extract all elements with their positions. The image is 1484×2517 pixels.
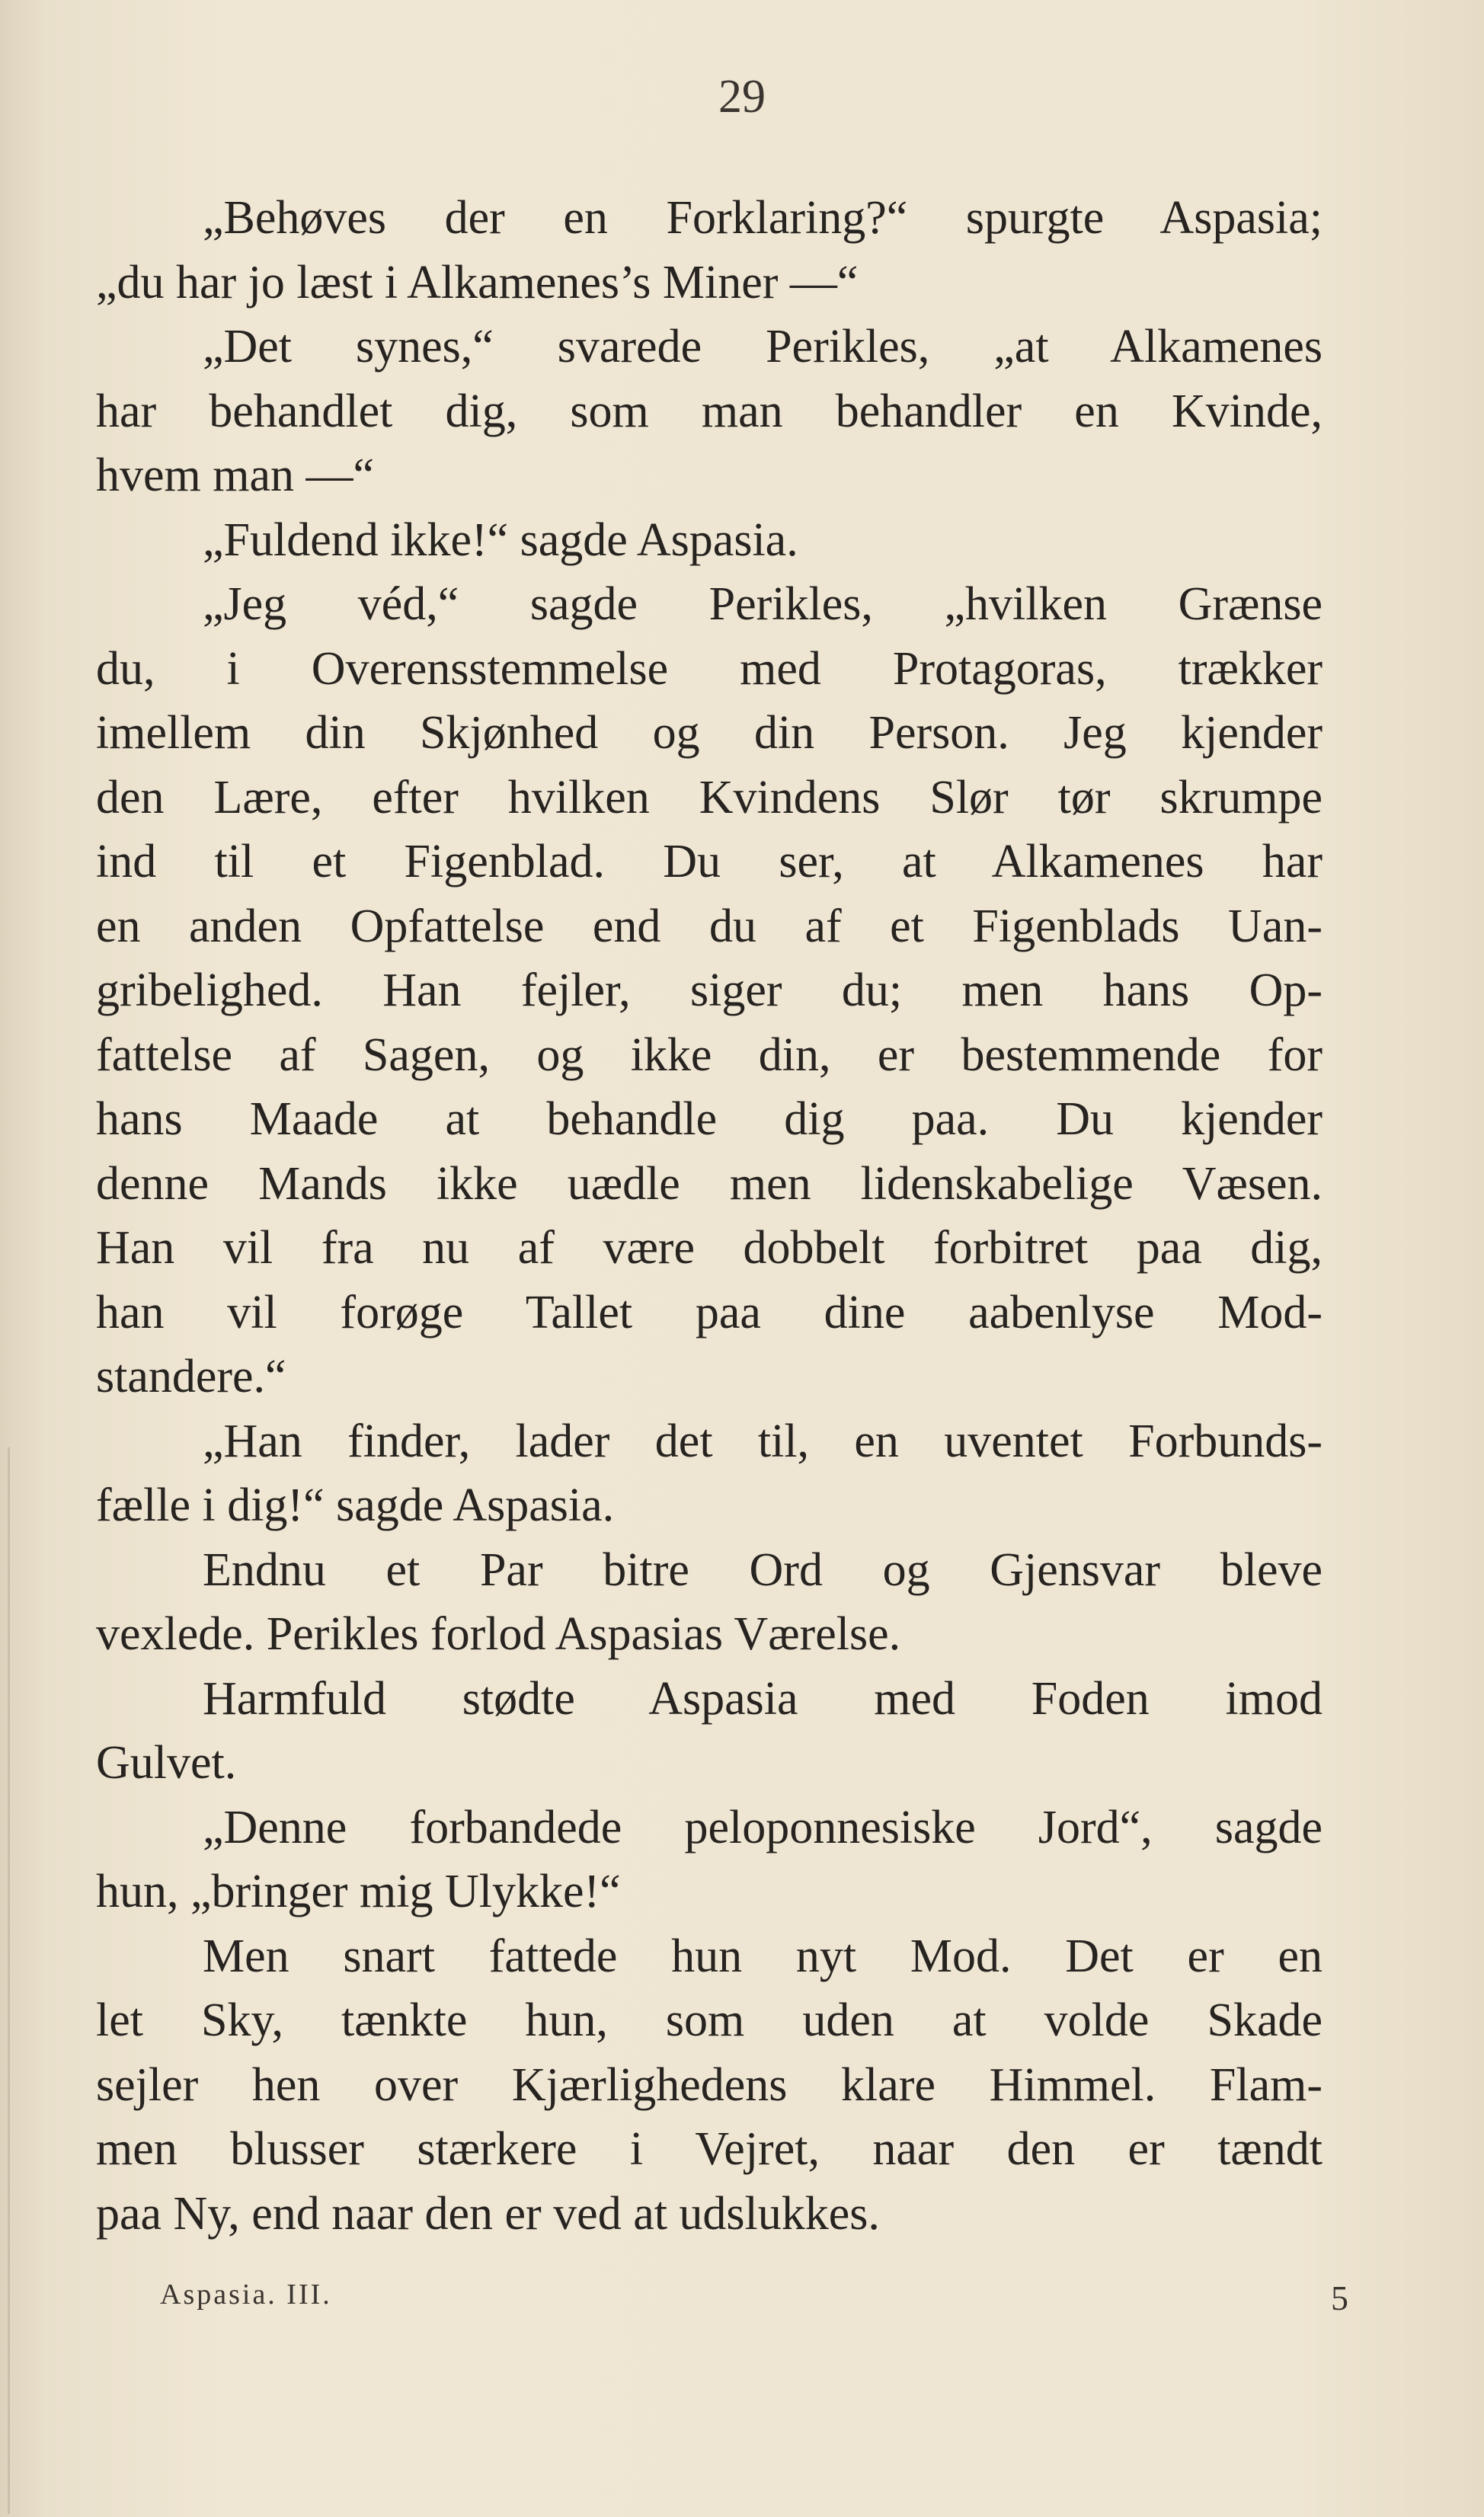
text-line: „Denne forbandede peloponnesiske Jord“, sagde: [203, 1801, 1322, 1853]
text-line: fælle i dig!“ sagde Aspasia.: [96, 1479, 615, 1531]
text-line: har behandlet dig, som man behandler en Kvinde,: [96, 385, 1322, 437]
text-line: „Han finder, lader det til, en uventet Forbunds-: [203, 1415, 1322, 1467]
sheet-number: 5: [1331, 2279, 1348, 2317]
text-line: let Sky, tænkte hun, som uden at volde Skade: [96, 1994, 1322, 2046]
text-line: gribelighed. Han fejler, siger du; men hans Op-: [96, 964, 1322, 1016]
text-line: han vil forøge Tallet paa dine aabenlyse Mod-: [96, 1286, 1322, 1338]
text-line: Harmfuld stødte Aspasia med Foden imod: [203, 1672, 1322, 1725]
page-number: 29: [718, 71, 766, 123]
text-line: „Fuldend ikke!“ sagde Aspasia.: [203, 513, 798, 566]
page-footer: [160, 2278, 1348, 2317]
page-edge-shadow: [8, 1447, 10, 2514]
text-line: fattelse af Sagen, og ikke din, er bestemmende for: [96, 1028, 1322, 1081]
text-line: sejler hen over Kjærlighedens klare Himmel. Flam-: [96, 2058, 1322, 2111]
text-line: Men snart fattede hun nyt Mod. Det er en: [203, 1930, 1322, 1982]
text-line: standere.“: [96, 1351, 286, 1402]
text-line: Gulvet.: [96, 1737, 237, 1789]
text-line: du, i Overensstemmelse med Protagoras, trækker: [96, 642, 1322, 695]
text-line: Endnu et Par bitre Ord og Gjensvar bleve: [203, 1543, 1322, 1596]
signature-mark: Aspasia. III.: [160, 2279, 332, 2311]
text-line: vexlede. Perikles forlod Aspasias Værelse.: [96, 1608, 901, 1660]
text-line: men blusser stærkere i Vejret, naar den er tændt: [96, 2123, 1322, 2175]
text-line: hans Maade at behandle dig paa. Du kjender: [96, 1093, 1322, 1145]
text-line: den Lære, efter hvilken Kvindens Slør tør skrumpe: [96, 771, 1322, 824]
text-line: „Det synes,“ svarede Perikles, „at Alkamenes: [203, 321, 1322, 373]
text-line: hun, „bringer mig Ulykke!“: [96, 1866, 621, 1917]
text-line: denne Mands ikke uædle men lidenskabelige Væsen.: [96, 1157, 1322, 1210]
text-line: „Behøves der en Forklaring?“ spurgte Aspasia;: [203, 192, 1322, 244]
text-line: Han vil fra nu af være dobbelt forbitret paa dig,: [96, 1222, 1322, 1274]
text-line: en anden Opfattelse end du af et Figenblads Uan-: [96, 900, 1322, 952]
text-line: ind til et Figenblad. Du ser, at Alkamenes har: [96, 836, 1322, 888]
text-line: „Jeg véd,“ sagde Perikles, „hvilken Grænse: [203, 578, 1322, 630]
body-text: [96, 186, 1322, 2246]
text-line: paa Ny, end naar den er ved at udslukkes.: [96, 2187, 880, 2240]
text-line: „du har jo læst i Alkamenes’s Miner —“: [96, 256, 859, 309]
text-line: imellem din Skjønhed og din Person. Jeg kjender: [96, 707, 1322, 759]
text-line: hvem man —“: [96, 449, 375, 501]
